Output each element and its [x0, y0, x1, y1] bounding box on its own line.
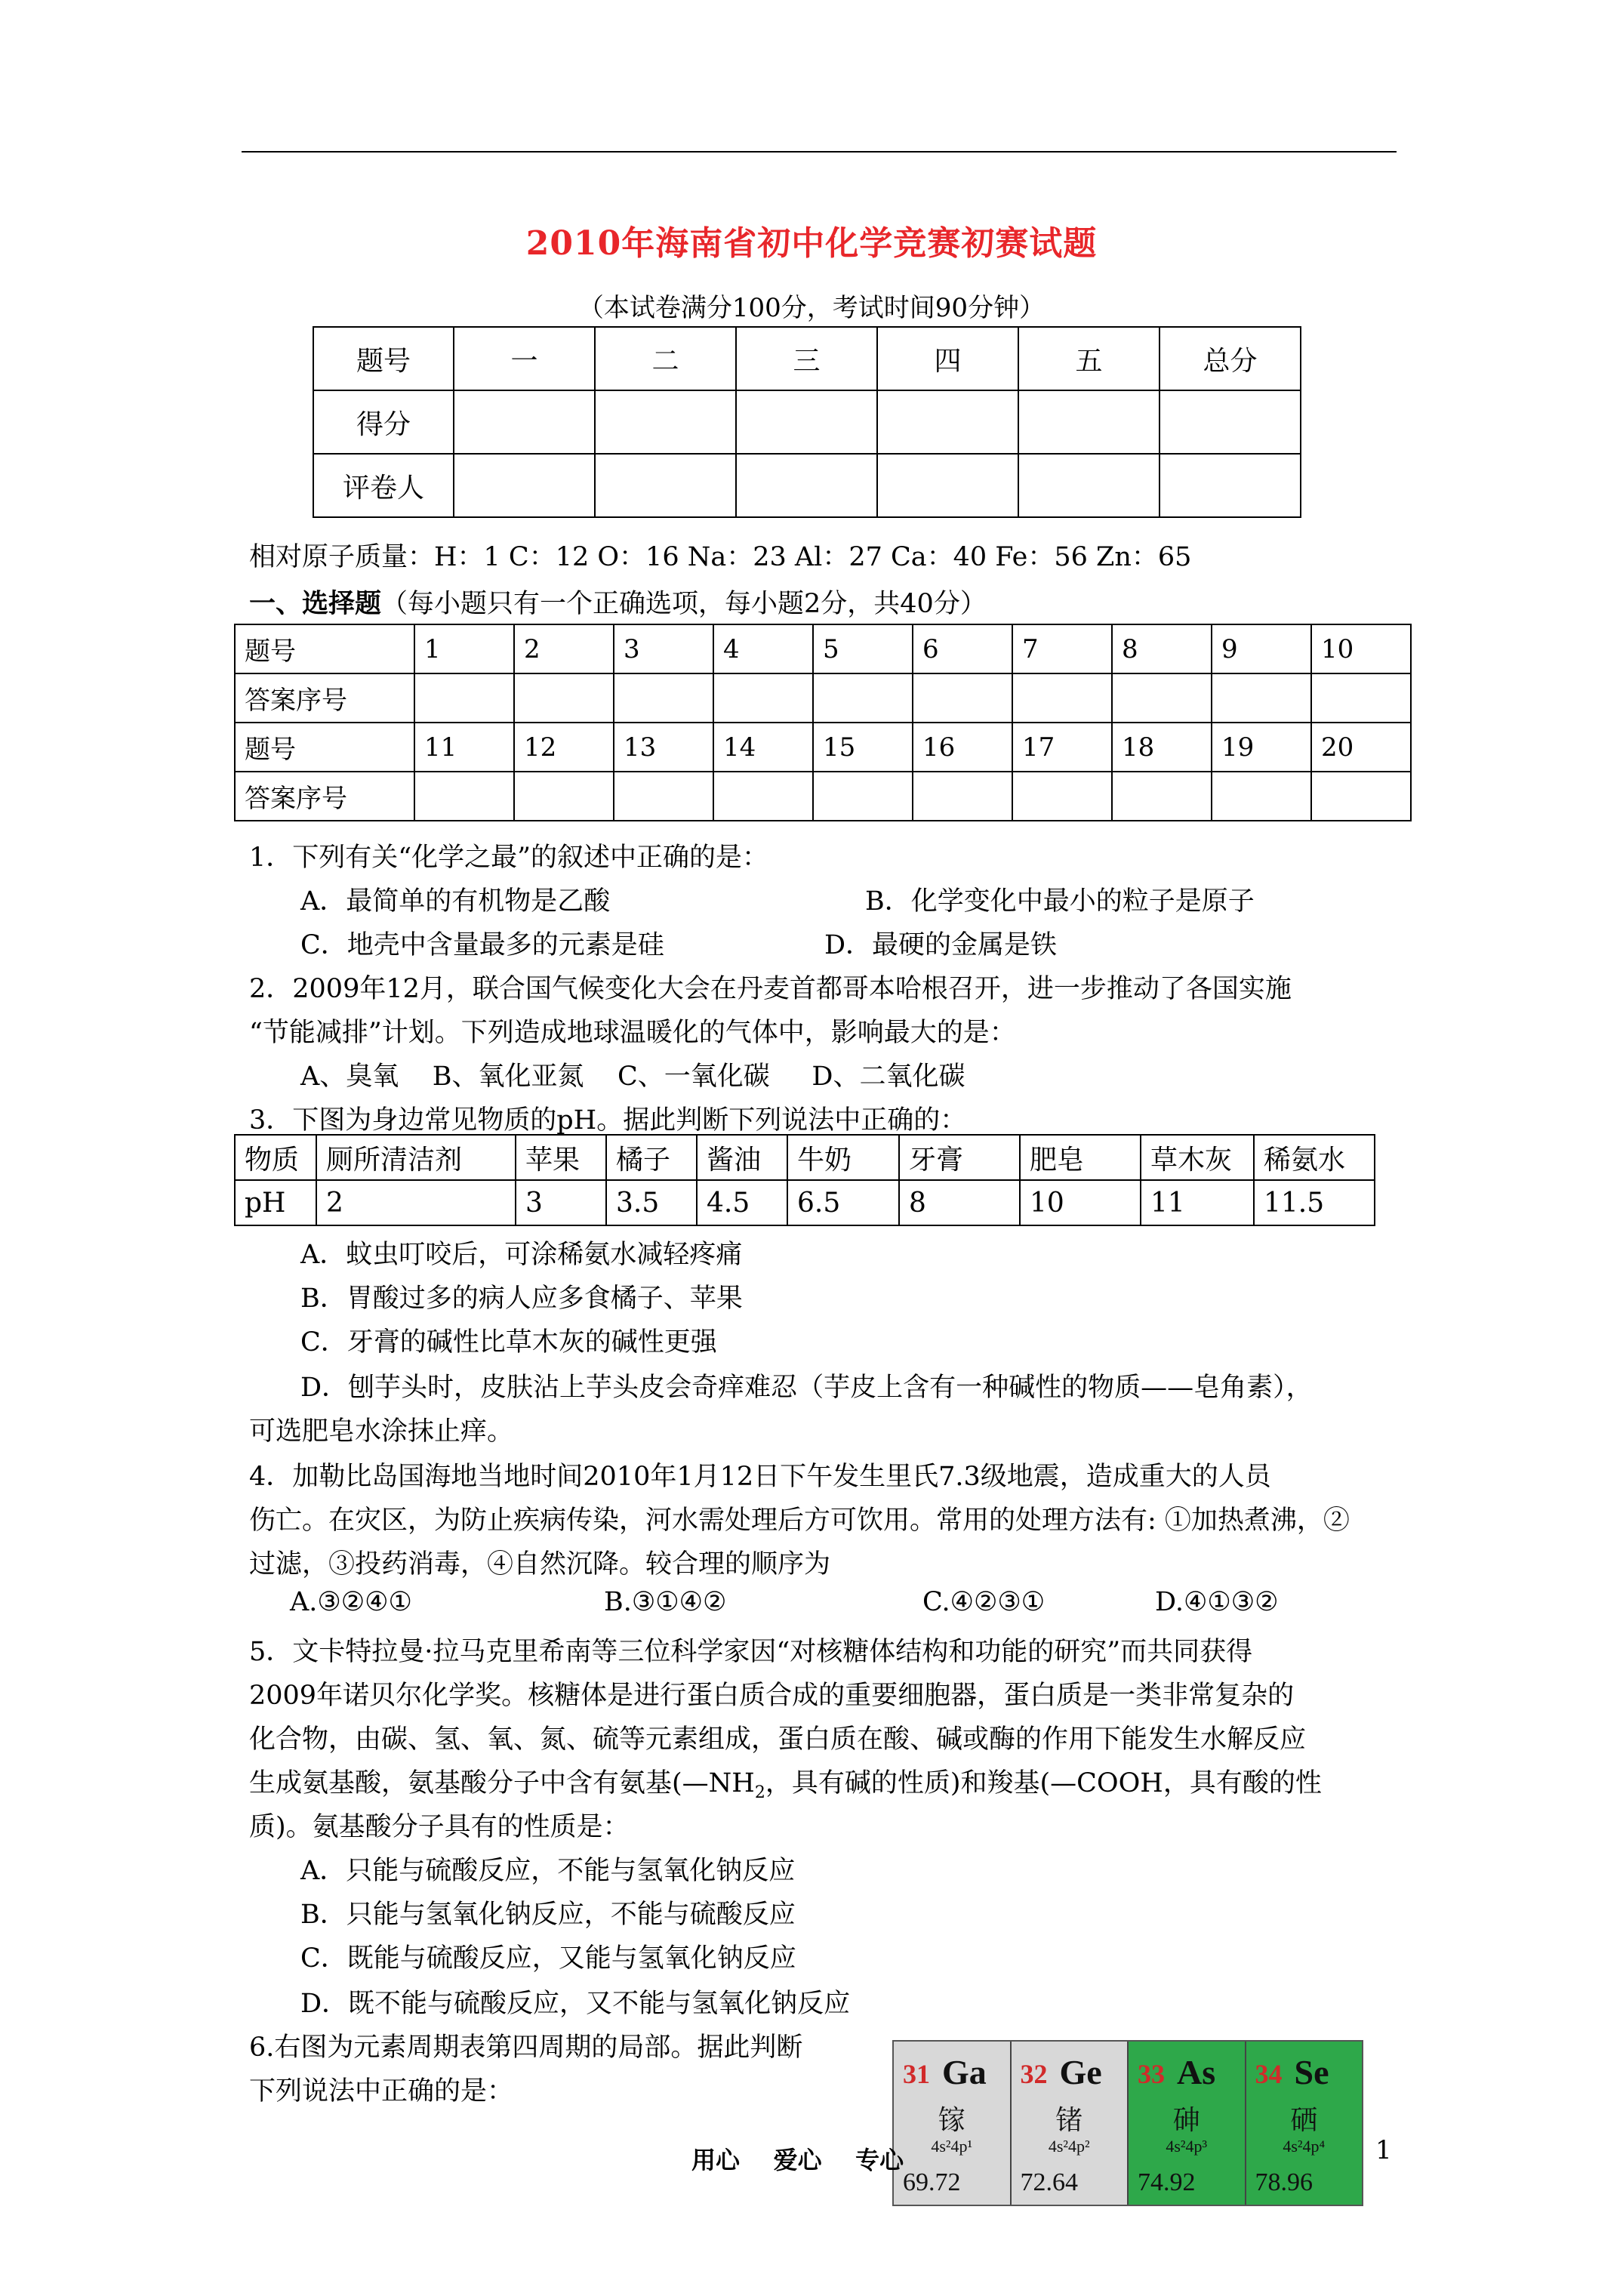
answer-row-label: 答案序号	[235, 673, 414, 723]
atomic-number: 33	[1138, 2059, 1165, 2089]
answer-cell[interactable]	[614, 772, 713, 821]
answer-cell[interactable]	[1012, 772, 1112, 821]
question-number: 11	[414, 723, 514, 772]
element-name: 锗	[1055, 2105, 1083, 2135]
ph-value-cell: 10	[1020, 1180, 1141, 1225]
answer-cell[interactable]	[414, 673, 514, 723]
electron-config: 4s²4p⁴	[1283, 2137, 1326, 2156]
answer-number-row	[235, 723, 1411, 772]
footer-motto: 用心 爱心 专心	[691, 2146, 904, 2174]
electron-config: 4s²4p¹	[931, 2137, 973, 2156]
q5-subscript: 2	[754, 1783, 765, 1802]
answer-cell[interactable]	[913, 673, 1012, 723]
question-number: 20	[1311, 723, 1411, 772]
ph-value-cell: 8	[899, 1180, 1020, 1225]
grader-cell[interactable]	[595, 454, 736, 517]
q5-line4-part2: ，具有碱的性质)和羧基(—COOH，具有酸的性	[765, 1768, 1322, 1798]
q3-option-b: B．胃酸过多的病人应多食橘子、苹果	[300, 1284, 743, 1314]
electron-config: 4s²4p²	[1048, 2137, 1090, 2156]
question-number: 4	[713, 624, 813, 673]
q5-stem-cont	[249, 1762, 1322, 1802]
q2-stem: 2．2009年12月，联合国气候变化大会在丹麦首都哥本哈根召开，进一步推动了各国实施	[249, 974, 1292, 1004]
question-number: 6	[913, 624, 1012, 673]
element-symbol: Se	[1294, 2053, 1329, 2091]
ph-header-cell: 酱油	[697, 1135, 787, 1180]
score-table	[313, 326, 1301, 518]
question-number: 7	[1012, 624, 1112, 673]
answer-row-label: 题号	[235, 624, 414, 673]
question-number: 10	[1311, 624, 1411, 673]
score-cell[interactable]	[1160, 390, 1301, 454]
element-name: 砷	[1172, 2105, 1200, 2135]
answer-cell[interactable]	[514, 673, 614, 723]
grader-cell[interactable]	[454, 454, 595, 517]
score-row	[313, 390, 1301, 454]
answer-cell[interactable]	[1311, 673, 1411, 723]
element-symbol: Ge	[1059, 2053, 1102, 2091]
element-name: 镓	[938, 2105, 965, 2135]
q3-stem: 3．下图为身边常见物质的pH。据此判断下列说法中正确的：	[249, 1105, 967, 1136]
electron-config: 4s²4p³	[1166, 2137, 1208, 2156]
answer-cell[interactable]	[1112, 673, 1212, 723]
ph-table	[234, 1134, 1375, 1226]
ph-value-cell: 6.5	[787, 1180, 899, 1225]
question-number: 12	[514, 723, 614, 772]
ph-header-cell: 稀氨水	[1254, 1135, 1375, 1180]
q2-options: A、臭氧 B、氧化亚氮 C、一氧化碳 D、二氧化碳	[300, 1062, 965, 1092]
q5-option-a: A．只能与硫酸反应，不能与氢氧化钠反应	[300, 1856, 796, 1886]
score-header-cell: 题号	[313, 327, 454, 390]
score-cell[interactable]	[595, 390, 736, 454]
answer-cell[interactable]	[713, 673, 813, 723]
answer-cell[interactable]	[1212, 673, 1311, 723]
atomic-mass: 78.96	[1255, 2168, 1313, 2196]
answer-input-row	[235, 673, 1411, 723]
ph-table-header	[235, 1135, 1375, 1180]
score-cell[interactable]	[736, 390, 877, 454]
q5-stem-cont: 2009年诺贝尔化学奖。核糖体是进行蛋白质合成的重要细胞器，蛋白质是一类非常复杂的	[249, 1681, 1295, 1711]
score-header-cell: 二	[595, 327, 736, 390]
score-header-row	[313, 327, 1301, 390]
q4-option-a: A.③②④①	[290, 1587, 412, 1617]
q3-option-a: A．蚊虫叮咬后，可涂稀氨水减轻疼痛	[300, 1240, 743, 1270]
answer-cell[interactable]	[813, 772, 913, 821]
periodic-table-excerpt	[892, 2040, 1363, 2206]
score-row-label: 得分	[313, 390, 454, 454]
answer-cell[interactable]	[1311, 772, 1411, 821]
score-cell[interactable]	[454, 390, 595, 454]
ph-value-cell: 3	[516, 1180, 606, 1225]
q1-option-d: D．最硬的金属是铁	[824, 930, 1058, 960]
exam-info: （本试卷满分100分，考试时间90分钟）	[577, 293, 1046, 323]
ph-value-cell: 11	[1141, 1180, 1254, 1225]
element-cell-ge	[1012, 2042, 1129, 2205]
question-number: 2	[514, 624, 614, 673]
header-rule	[242, 151, 1397, 153]
atomic-number: 32	[1020, 2059, 1048, 2089]
answer-row-label: 答案序号	[235, 772, 414, 821]
score-cell[interactable]	[1018, 390, 1160, 454]
q6-stem-cont: 下列说法中正确的是：	[249, 2076, 514, 2106]
question-number: 18	[1112, 723, 1212, 772]
q2-stem-cont: “节能减排”计划。下列造成地球温暖化的气体中，影响最大的是：	[249, 1018, 1016, 1048]
ph-table-values	[235, 1180, 1375, 1225]
ph-value-cell: pH	[235, 1180, 316, 1225]
score-header-cell: 一	[454, 327, 595, 390]
element-symbol: As	[1177, 2053, 1216, 2091]
answer-cell[interactable]	[713, 772, 813, 821]
q5-stem: 5．文卡特拉曼·拉马克里希南等三位科学家因“对核糖体结构和功能的研究”而共同获得	[249, 1637, 1253, 1667]
element-symbol: Ga	[942, 2053, 987, 2091]
answer-cell[interactable]	[614, 673, 713, 723]
element-cell-as	[1129, 2042, 1246, 2205]
answer-cell[interactable]	[913, 772, 1012, 821]
section1-note: （每小题只有一个正确选项，每小题2分，共40分）	[381, 589, 987, 619]
answer-input-row	[235, 772, 1411, 821]
atomic-mass: 72.64	[1020, 2168, 1078, 2196]
element-cell-se	[1246, 2042, 1363, 2205]
atomic-number: 34	[1255, 2059, 1283, 2089]
q3-option-c: C．牙膏的碱性比草木灰的碱性更强	[300, 1327, 717, 1358]
q4-option-c: C.④②③①	[922, 1587, 1046, 1617]
ph-value-cell: 4.5	[697, 1180, 787, 1225]
answer-cell[interactable]	[514, 772, 614, 821]
score-header-cell: 总分	[1160, 327, 1301, 390]
question-number: 1	[414, 624, 514, 673]
question-number: 9	[1212, 624, 1311, 673]
q1-option-c: C．地壳中含量最多的元素是硅	[300, 930, 664, 960]
answer-cell[interactable]	[414, 772, 514, 821]
grader-row-label: 评卷人	[313, 454, 454, 517]
grader-row	[313, 454, 1301, 517]
ph-header-cell: 苹果	[516, 1135, 606, 1180]
q5-stem-cont: 化合物，由碳、氢、氧、氮、硫等元素组成，蛋白质在酸、碱或酶的作用下能发生水解反应	[249, 1724, 1307, 1755]
ph-header-cell: 厕所清洁剂	[316, 1135, 516, 1180]
grader-cell[interactable]	[877, 454, 1018, 517]
section1-heading	[249, 583, 987, 621]
q1-option-a: A．最简单的有机物是乙酸	[300, 886, 611, 917]
element-cell-ga	[894, 2042, 1012, 2205]
q3-option-d: D．刨芋头时，皮肤沾上芋头皮会奇痒难忍（芋皮上含有一种碱性的物质——皂角素），	[300, 1373, 1313, 1403]
answer-table	[234, 624, 1412, 821]
grader-cell[interactable]	[1160, 454, 1301, 517]
grader-cell[interactable]	[1018, 454, 1160, 517]
answer-cell[interactable]	[1112, 772, 1212, 821]
score-header-cell: 三	[736, 327, 877, 390]
answer-cell[interactable]	[1012, 673, 1112, 723]
ph-value-cell: 11.5	[1254, 1180, 1375, 1225]
score-cell[interactable]	[877, 390, 1018, 454]
q6-stem: 6.右图为元素周期表第四周期的局部。据此判断	[249, 2032, 803, 2063]
answer-cell[interactable]	[1212, 772, 1311, 821]
q1-option-b: B．化学变化中最小的粒子是原子	[865, 886, 1255, 917]
score-header-cell: 四	[877, 327, 1018, 390]
q5-option-c: C．既能与硫酸反应，又能与氢氧化钠反应	[300, 1943, 796, 1974]
question-number: 14	[713, 723, 813, 772]
ph-value-cell: 3.5	[606, 1180, 697, 1225]
q4-stem: 4．加勒比岛国海地当地时间2010年1月12日下午发生里氏7.3级地震，造成重大的人员	[249, 1462, 1271, 1492]
q5-line4-part1: 生成氨基酸，氨基酸分子中含有氨基(—NH	[249, 1768, 755, 1798]
ph-header-cell: 草木灰	[1141, 1135, 1254, 1180]
ph-header-cell: 牙膏	[899, 1135, 1020, 1180]
question-number: 15	[813, 723, 913, 772]
ph-header-cell: 牛奶	[787, 1135, 899, 1180]
q4-option-b: B.③①④②	[604, 1587, 727, 1617]
ph-header-cell: 橘子	[606, 1135, 697, 1180]
answer-number-row	[235, 624, 1411, 673]
q4-stem-cont: 伤亡。在灾区，为防止疾病传染，河水需处理后方可饮用。常用的处理方法有: ①加热煮沸，②	[249, 1505, 1350, 1536]
answer-row-label: 题号	[235, 723, 414, 772]
ph-header-cell: 肥皂	[1020, 1135, 1141, 1180]
atomic-mass: 74.92	[1138, 2168, 1196, 2196]
question-number: 8	[1112, 624, 1212, 673]
q1-stem: 1．下列有关“化学之最”的叙述中正确的是：	[249, 843, 769, 873]
page-number: 1	[1375, 2135, 1392, 2165]
atomic-number: 31	[903, 2059, 930, 2089]
question-number: 13	[614, 723, 713, 772]
q4-stem-cont: 过滤，③投药消毒，④自然沉降。较合理的顺序为	[249, 1549, 831, 1579]
q5-stem-cont: 质)。氨基酸分子具有的性质是：	[249, 1812, 630, 1842]
section1-title: 一、选择题	[249, 588, 382, 619]
atomic-masses: 相对原子质量：H：1 C：12 O：16 Na：23 Al：27 Ca：40 Fe：56 Zn：65	[249, 542, 1192, 572]
q4-option-d: D.④①③②	[1155, 1587, 1279, 1617]
question-number: 5	[813, 624, 913, 673]
question-number: 17	[1012, 723, 1112, 772]
q5-option-b: B．只能与氢氧化钠反应，不能与硫酸反应	[300, 1900, 796, 1930]
ph-value-cell: 2	[316, 1180, 516, 1225]
question-number: 19	[1212, 723, 1311, 772]
atomic-mass: 69.72	[903, 2168, 961, 2196]
grader-cell[interactable]	[736, 454, 877, 517]
answer-cell[interactable]	[813, 673, 913, 723]
element-name: 硒	[1290, 2105, 1318, 2135]
q3-option-d-cont: 可选肥皂水涂抹止痒。	[249, 1416, 514, 1447]
question-number: 3	[614, 624, 713, 673]
question-number: 16	[913, 723, 1012, 772]
score-header-cell: 五	[1018, 327, 1160, 390]
ph-header-cell: 物质	[235, 1135, 316, 1180]
q5-option-d: D．既不能与硫酸反应，又不能与氢氧化钠反应	[300, 1989, 851, 2019]
page-title: 2010年海南省初中化学竞赛初赛试题	[525, 224, 1098, 263]
